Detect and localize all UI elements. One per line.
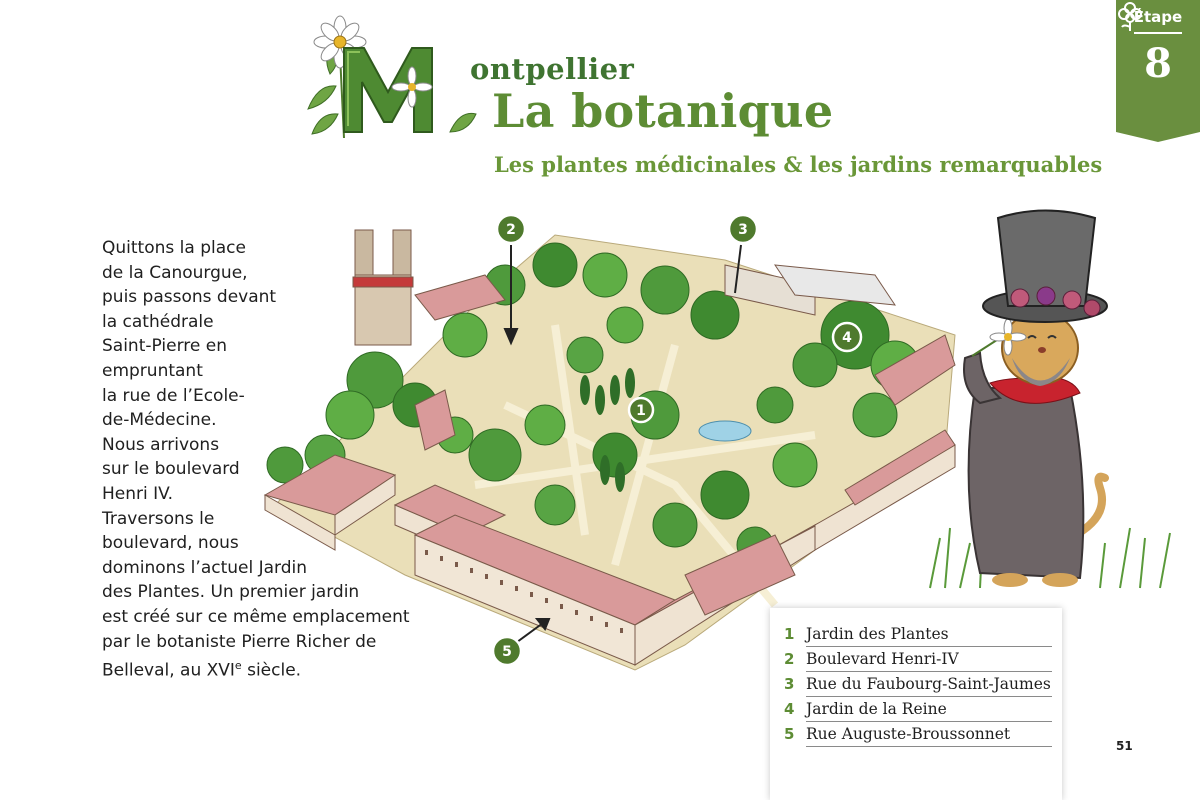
page-number: 51	[1116, 739, 1133, 753]
legend-item	[784, 647, 1052, 672]
svg-text:3: 3	[738, 222, 748, 238]
legend-divider	[806, 746, 1052, 747]
legend-label: Rue Auguste-Broussonnet	[806, 725, 1011, 743]
decorated-letter-logo	[300, 14, 480, 138]
garden-map-illustration	[255, 205, 975, 675]
body-line: des Plantes. Un premier jardin	[102, 582, 360, 603]
legend-item	[784, 722, 1052, 747]
legend-item	[784, 672, 1052, 697]
century-superscript: e	[234, 659, 242, 673]
body-last-text: Belleval, au XVI	[102, 660, 235, 681]
map-marker-3	[729, 215, 757, 243]
body-line: Henri IV.	[102, 483, 173, 504]
map-legend	[770, 608, 1062, 800]
body-line: Traversons le	[102, 508, 215, 529]
legend-label: Jardin des Plantes	[806, 625, 949, 643]
legend-number: 2	[784, 650, 795, 668]
body-line: dominons l’actuel Jardin	[102, 557, 308, 578]
garden-pond	[699, 421, 751, 441]
svg-text:2: 2	[506, 222, 516, 238]
map-marker-2	[497, 215, 525, 243]
svg-text:1: 1	[636, 403, 646, 419]
body-line: de-Médecine.	[102, 410, 217, 431]
legend-item	[784, 697, 1052, 722]
flower-icon	[1116, 0, 1144, 32]
map-marker-1	[629, 398, 653, 422]
legend-label: Jardin de la Reine	[806, 700, 947, 718]
legend-item	[784, 622, 1052, 647]
legend-list	[784, 622, 1052, 747]
body-line: la rue de l’Ecole-	[102, 385, 245, 406]
page-title: La botanique	[492, 84, 834, 138]
map-marker-4	[833, 323, 861, 351]
city-name: ontpellier	[470, 52, 635, 86]
body-line: Quittons la place	[102, 238, 246, 258]
body-line: la cathédrale	[102, 311, 214, 332]
legend-label: Boulevard Henri-IV	[806, 650, 959, 668]
legend-number: 3	[784, 675, 795, 693]
body-line: par le botaniste Pierre Richer de	[102, 631, 377, 652]
legend-number: 1	[784, 625, 795, 643]
body-line: boulevard, nous	[102, 533, 239, 554]
stage-number: 8	[1144, 40, 1172, 87]
stage-badge	[1116, 0, 1200, 144]
body-line: est créé sur ce même emplacement	[102, 606, 410, 627]
legend-number: 4	[784, 700, 795, 718]
stage-divider	[1134, 32, 1182, 34]
svg-text:5: 5	[502, 644, 512, 660]
legend-number: 5	[784, 725, 795, 743]
body-line: de la Canourgue,	[102, 262, 248, 283]
map-marker-5	[493, 637, 521, 665]
body-line: empruntant	[102, 360, 203, 381]
body-line: Saint-Pierre en	[102, 336, 227, 357]
body-last-text-end: siècle.	[241, 660, 302, 681]
botanist-cat-character	[920, 188, 1180, 598]
legend-label: Rue du Faubourg-Saint-Jaumes	[806, 675, 1051, 693]
svg-text:4: 4	[842, 330, 852, 346]
page-subtitle: Les plantes médicinales & les jardins remarquables	[494, 152, 1103, 177]
body-line: Nous arrivons	[102, 434, 220, 455]
body-line: sur le boulevard	[102, 459, 240, 480]
stage-label: Étape	[1133, 8, 1183, 26]
body-line: puis passons devant	[102, 287, 277, 308]
